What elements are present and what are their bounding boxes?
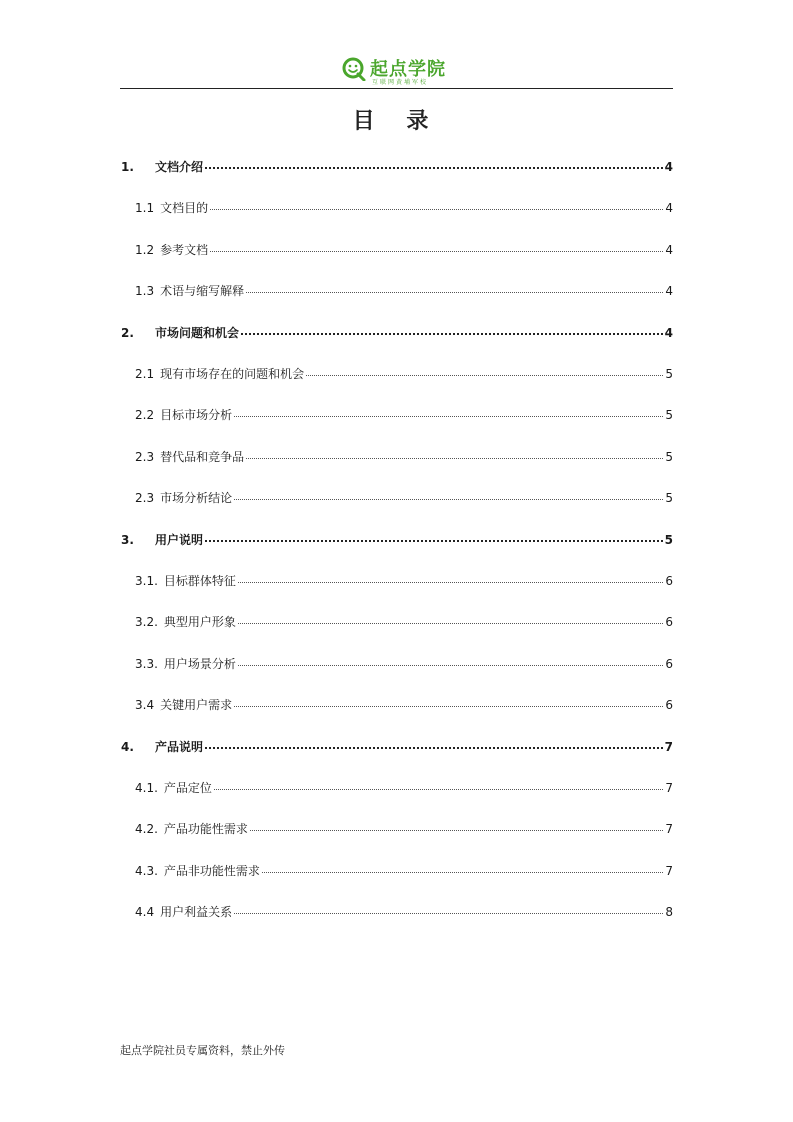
- toc-entry-number: 4.4: [135, 905, 155, 919]
- toc-entry-title: 替代品和竞争品: [160, 450, 245, 464]
- logo-title: 起点学院: [370, 59, 446, 80]
- toc-entry[interactable]: [135, 779, 673, 796]
- toc-entry-page: 4: [665, 201, 673, 215]
- toc-entry-number: 3.2.: [135, 615, 158, 629]
- toc-entry-page: 5: [665, 491, 673, 505]
- dot-leader: [205, 540, 663, 542]
- toc-entry-page: 5: [665, 367, 673, 381]
- toc-entry-title: 参考文档: [160, 243, 209, 257]
- toc-entry-title: 产品功能性需求: [163, 822, 248, 836]
- toc-entry-title: 市场问题和机会: [155, 326, 240, 340]
- toc-entry[interactable]: [135, 406, 673, 423]
- toc-entry-page: 4: [664, 160, 673, 174]
- toc-entry[interactable]: [135, 282, 673, 299]
- toc-entry-title: 文档介绍: [155, 160, 204, 174]
- dot-leader: [238, 665, 663, 666]
- toc-entry-page: 6: [665, 698, 673, 712]
- dot-leader: [210, 251, 663, 252]
- toc-entry-title: 目标群体特征: [163, 574, 236, 588]
- dot-leader: [238, 582, 663, 583]
- toc-entry-page: 7: [665, 864, 673, 878]
- toc-entry[interactable]: [135, 862, 673, 879]
- dot-leader: [234, 499, 663, 500]
- dot-leader: [234, 416, 663, 417]
- dot-leader: [241, 333, 663, 335]
- toc-entry-title: 术语与缩写解释: [160, 284, 245, 298]
- toc-entry-title: 目标市场分析: [160, 408, 233, 422]
- toc-entry-title: 文档目的: [160, 201, 209, 215]
- toc-entry-page: 6: [665, 574, 673, 588]
- toc-entry-number: 3.1.: [135, 574, 158, 588]
- footer-note: 起点学院社员专属资料，禁止外传: [120, 1044, 285, 1057]
- toc-entry-number: 3.: [121, 533, 134, 547]
- toc-entry[interactable]: [135, 489, 673, 506]
- toc-entry-page: 5: [665, 408, 673, 422]
- toc-entry-number: 2.1: [135, 367, 155, 381]
- toc-entry-page: 4: [664, 326, 673, 340]
- dot-leader: [246, 292, 663, 293]
- toc-entry-number: 2.2: [135, 408, 155, 422]
- toc-entry-number: 4.2.: [135, 822, 158, 836]
- toc-entry[interactable]: [135, 241, 673, 258]
- dot-leader: [234, 706, 663, 707]
- toc-entry[interactable]: [121, 158, 673, 175]
- toc-entry-number: 1.: [121, 160, 134, 174]
- toc-entry-page: 7: [664, 740, 673, 754]
- toc-entry-number: 4.: [121, 740, 134, 754]
- toc-entry-page: 8: [665, 905, 673, 919]
- toc-entry-number: 1.1: [135, 201, 155, 215]
- toc-entry-number: 4.1.: [135, 781, 158, 795]
- toc-entry-page: 6: [665, 657, 673, 671]
- dot-leader: [262, 872, 663, 873]
- toc-entry-number: 2.: [121, 326, 134, 340]
- toc-entry[interactable]: [121, 531, 673, 548]
- toc-entry-title: 市场分析结论: [160, 491, 233, 505]
- toc-entry-title: 典型用户形象: [163, 615, 236, 629]
- toc-entry[interactable]: [135, 655, 673, 672]
- toc-entry[interactable]: [135, 820, 673, 837]
- toc-entry[interactable]: [121, 738, 673, 755]
- toc-entry-title: 用户说明: [155, 533, 204, 547]
- dot-leader: [246, 458, 663, 459]
- page-title: 目 录: [352, 109, 441, 134]
- toc-entry-title: 产品说明: [155, 740, 204, 754]
- toc-entry[interactable]: [135, 365, 673, 382]
- toc-entry[interactable]: [135, 448, 673, 465]
- toc-entry-number: 4.3.: [135, 864, 158, 878]
- toc-entry-title: 产品非功能性需求: [163, 864, 260, 878]
- toc-entry[interactable]: [135, 903, 673, 920]
- dot-leader: [306, 375, 663, 376]
- dot-leader: [250, 830, 663, 831]
- toc-entry-page: 4: [665, 243, 673, 257]
- toc-entry-number: 3.4: [135, 698, 155, 712]
- toc-entry-title: 关键用户需求: [160, 698, 233, 712]
- dot-leader: [214, 789, 663, 790]
- toc-entry-page: 4: [665, 284, 673, 298]
- dot-leader: [205, 747, 663, 749]
- toc-entry[interactable]: [135, 199, 673, 216]
- toc-entry[interactable]: [135, 572, 673, 589]
- toc-entry-number: 3.3.: [135, 657, 158, 671]
- toc-entry-page: 7: [665, 822, 673, 836]
- logo-subtitle: 互联网黄埔军校: [372, 79, 429, 86]
- toc-entry[interactable]: [121, 324, 673, 341]
- toc-entry-title: 用户利益关系: [160, 905, 233, 919]
- dot-leader: [238, 623, 663, 624]
- toc-entry-title: 产品定位: [163, 781, 212, 795]
- toc-entry[interactable]: [135, 696, 673, 713]
- dot-leader: [205, 167, 663, 169]
- dot-leader: [234, 913, 663, 914]
- toc-entry-number: 2.3: [135, 450, 155, 464]
- toc-entry-page: 7: [665, 781, 673, 795]
- toc-entry-title: 现有市场存在的问题和机会: [160, 367, 305, 381]
- toc-entry-page: 5: [664, 533, 673, 547]
- toc-entry[interactable]: [135, 613, 673, 630]
- toc-entry-page: 5: [665, 450, 673, 464]
- dot-leader: [210, 209, 663, 210]
- toc-entry-number: 2.3: [135, 491, 155, 505]
- toc-entry-page: 6: [665, 615, 673, 629]
- toc-entry-number: 1.3: [135, 284, 155, 298]
- toc-entry-title: 用户场景分析: [163, 657, 236, 671]
- toc-entry-number: 1.2: [135, 243, 155, 257]
